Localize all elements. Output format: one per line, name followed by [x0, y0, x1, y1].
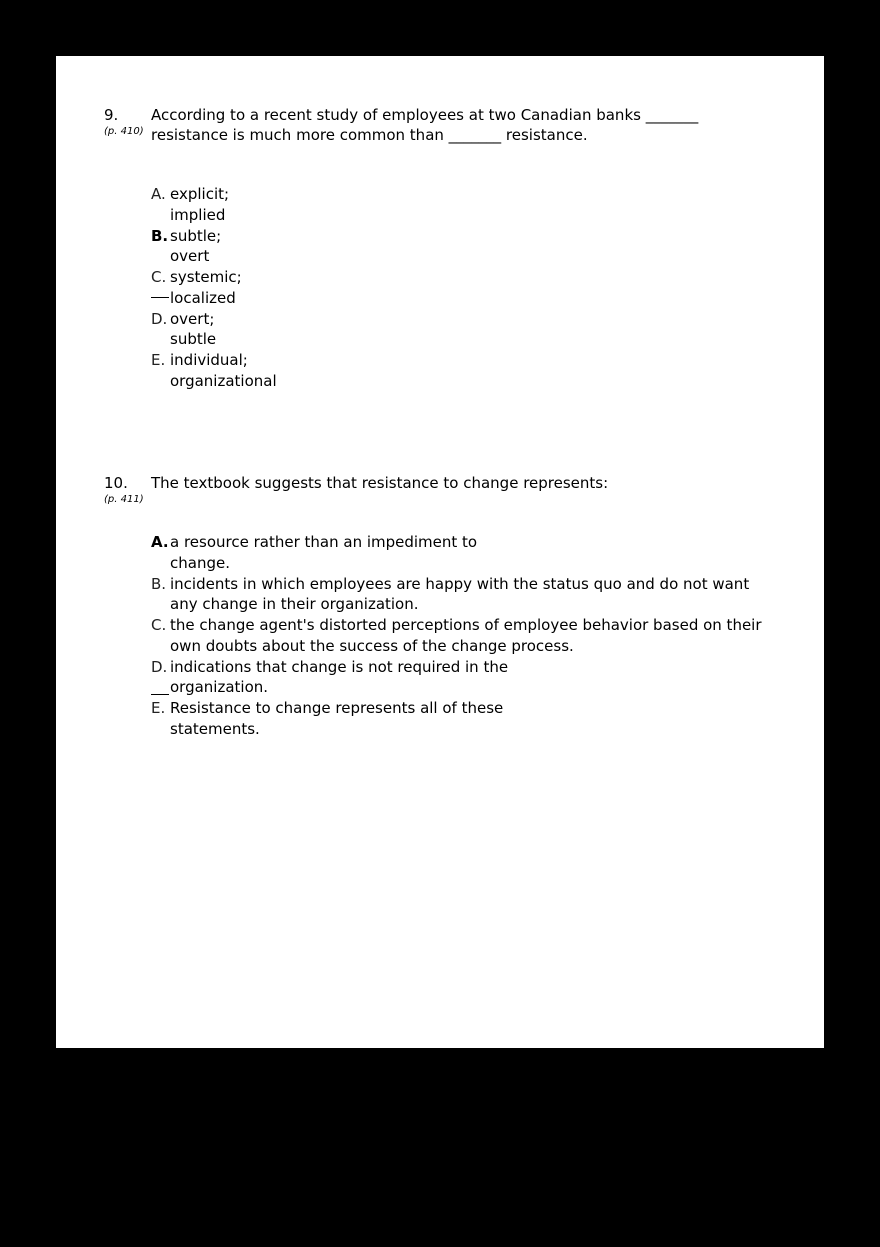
- answer-options: [151, 184, 277, 392]
- option-letter: E.: [151, 351, 166, 369]
- option-text-line2: subtle: [170, 330, 217, 348]
- option-text-line2: own doubts about the success of the change process.: [170, 636, 574, 655]
- option-a: [151, 184, 277, 225]
- question-number: 9.: [104, 106, 119, 124]
- option-letter: A.: [151, 185, 166, 203]
- option-e: [151, 698, 791, 739]
- option-text-line2: any change in their organization.: [170, 595, 419, 613]
- answer-options: [151, 532, 791, 740]
- option-letter: B.: [151, 574, 167, 593]
- option-c: [151, 267, 277, 308]
- option-text-line2: localized: [170, 288, 236, 307]
- option-text-line1: overt;: [170, 309, 215, 328]
- option-d: [151, 657, 791, 698]
- option-b: [151, 574, 791, 615]
- option-b: [151, 226, 277, 267]
- option-letter: D.: [151, 309, 168, 328]
- option-a: [151, 532, 791, 573]
- page-reference: (p. 411): [104, 494, 144, 505]
- option-text-line1: incidents in which employees are happy with the status quo and do not want: [170, 574, 750, 593]
- option-text-line1: indications that change is not required in the: [170, 657, 509, 676]
- option-letter-correct: A.: [151, 533, 169, 551]
- answer-underline-mark: [151, 297, 169, 298]
- option-text-line1: Resistance to change represents all of these: [170, 699, 504, 717]
- option-text-line1: individual;: [170, 351, 248, 369]
- option-text-line2: organizational: [170, 371, 277, 390]
- option-text-line2: statements.: [170, 719, 260, 738]
- page-reference: (p. 410): [104, 126, 144, 137]
- answer-underline-mark: [151, 694, 169, 695]
- document-page: [56, 56, 824, 1048]
- option-text-line1: subtle;: [170, 226, 222, 245]
- option-text-line2: overt: [170, 247, 210, 265]
- option-text-line1: the change agent's distorted perceptions of employee behavior based on their: [170, 616, 762, 634]
- question-number: 10.: [104, 474, 128, 492]
- option-c: [151, 615, 791, 656]
- option-text-line2: change.: [170, 553, 230, 572]
- option-text-line2: organization.: [170, 678, 269, 696]
- option-text-line1: explicit;: [170, 185, 230, 203]
- question-text: According to a recent study of employees at two Canadian banks _______ resistance is much more common than _______ resistance.: [151, 106, 699, 144]
- option-e: [151, 350, 277, 391]
- option-text-line1: a resource rather than an impediment to: [170, 533, 478, 551]
- option-text-line1: systemic;: [170, 268, 242, 286]
- option-letter: E.: [151, 699, 166, 717]
- option-letter: C.: [151, 616, 167, 634]
- option-letter: C.: [151, 268, 167, 286]
- option-letter-correct: B.: [151, 226, 169, 245]
- question-text: The textbook suggests that resistance to change represents:: [151, 474, 609, 492]
- option-letter: D.: [151, 657, 168, 676]
- option-text-line2: implied: [170, 205, 226, 224]
- option-d: [151, 309, 277, 350]
